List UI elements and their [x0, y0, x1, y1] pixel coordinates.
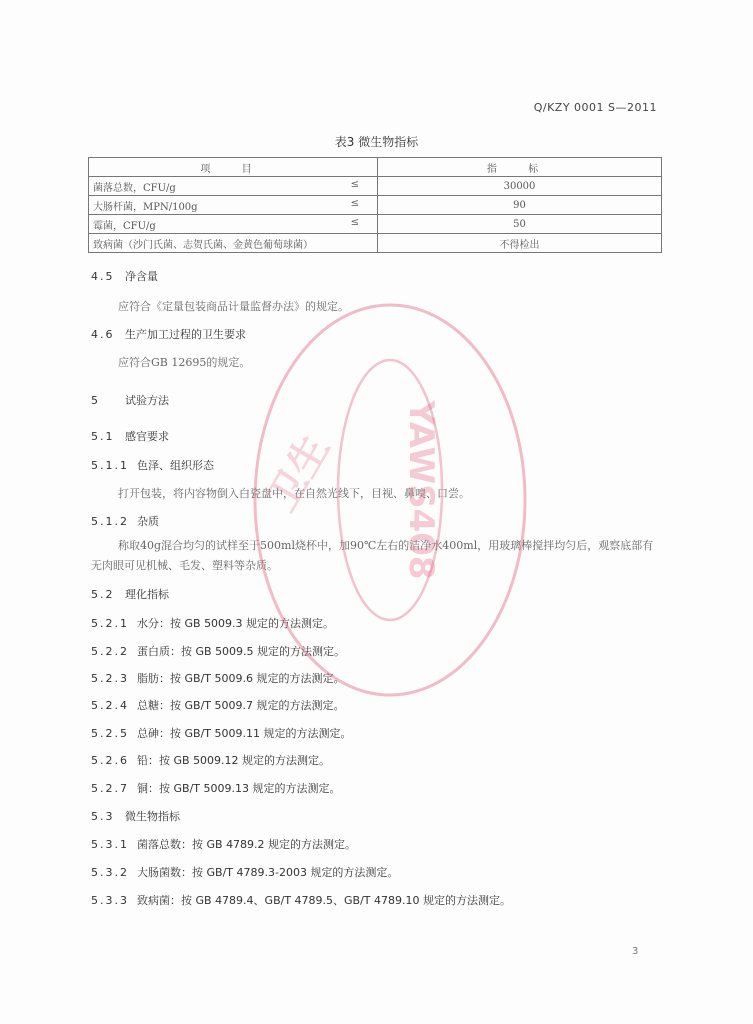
method-text: 致病菌：按 GB 4789.4、GB/T 4789.5、GB/T 4789.10 规定的方法测定。 [137, 894, 512, 907]
section-number: 5.2.5 [91, 727, 129, 740]
method-text: 菌落总数：按 GB 4789.2 规定的方法测定。 [137, 838, 357, 851]
section-heading [91, 586, 169, 602]
method-text: 铅：按 GB 5009.12 规定的方法测定。 [137, 754, 331, 767]
method-line [91, 615, 334, 631]
table-header-row [89, 158, 662, 177]
section-number: 5.2.4 [91, 699, 129, 712]
item-label: 菌落总数，CFU/g [93, 182, 176, 194]
method-text: 蛋白质：按 GB 5009.5 规定的方法测定。 [137, 645, 346, 658]
operator: ≤ [350, 179, 359, 190]
method-line [91, 864, 398, 880]
method-text: 大肠菌数：按 GB/T 4789.3-2003 规定的方法测定。 [137, 866, 399, 879]
section-number: 5.1.1 [91, 459, 129, 472]
section-title: 理化指标 [125, 588, 169, 601]
table-row [89, 196, 662, 215]
document-code: Q/KZY 0001 S—2011 [533, 101, 657, 114]
table-cell-value: 50 [378, 215, 662, 234]
method-text: 脂肪：按 GB/T 5009.6 规定的方法测定。 [137, 672, 345, 685]
section-title: 净含量 [125, 270, 158, 283]
table-row [89, 177, 662, 196]
section-body: 应符合GB 12695的规定。 [118, 356, 251, 369]
section-heading [91, 808, 180, 824]
method-line [91, 643, 345, 659]
method-text: 总砷：按 GB/T 5009.11 规定的方法测定。 [137, 727, 352, 740]
section-number: 4.5 [91, 270, 115, 283]
table-row [89, 215, 662, 234]
section-title: 杂质 [137, 515, 159, 528]
section-number: 5.2.6 [91, 754, 129, 767]
section-number: 5.2.7 [91, 782, 129, 795]
section-heading [91, 513, 159, 529]
section-number: 5.3.2 [91, 866, 129, 879]
section-number: 5.3.1 [91, 838, 129, 851]
microbiology-table [88, 157, 662, 253]
section-body: 应符合《定量包装商品计量监督办法》的规定。 [118, 300, 349, 313]
operator: ≤ [350, 198, 359, 209]
method-text: 铜：按 GB/T 5009.13 规定的方法测定。 [137, 782, 341, 795]
svg-text:卫生: 卫生 [258, 427, 339, 520]
section-heading [91, 268, 158, 284]
table-cell-item [89, 177, 378, 196]
operator: ≤ [350, 217, 359, 228]
method-line [91, 836, 356, 852]
section-paragraph: 称取40g混合均匀的试样至于500ml烧杯中，加90℃左右的洁净水400ml，用玻璃棒搅拌均匀后，观察底部有无肉眼可见机械、毛发、塑料等杂质。 [91, 539, 654, 572]
table-row [89, 234, 662, 253]
table-cell-value: 30000 [378, 177, 662, 196]
section-number: 5.1.2 [91, 515, 129, 528]
section-number: 5 [91, 394, 100, 407]
section-number: 5.2.2 [91, 645, 129, 658]
section-number: 5.3.3 [91, 894, 129, 907]
section-number: 5.2.1 [91, 617, 129, 630]
section-title: 试验方法 [125, 394, 169, 407]
method-line [91, 725, 351, 741]
section-title: 生产加工过程的卫生要求 [125, 328, 246, 341]
table-cell-item [89, 196, 378, 215]
item-label: 大肠杆菌，MPN/100g [93, 201, 198, 213]
page-number: 3 [632, 946, 639, 957]
column-header-item: 项 目 [89, 158, 378, 177]
table-cell-value: 不得检出 [378, 234, 662, 253]
section-number: 5.1 [91, 430, 115, 443]
section-title: 色泽、组织形态 [137, 459, 214, 472]
section-title: 感官要求 [125, 430, 169, 443]
method-line [91, 697, 344, 713]
table-cell-value: 90 [378, 196, 662, 215]
table-cell-item [89, 234, 378, 253]
section-heading [91, 326, 246, 342]
section-number: 5.2 [91, 588, 115, 601]
item-label: 致病菌（沙门氏菌、志贺氏菌、金黄色葡萄球菌） [93, 239, 313, 251]
method-text: 总糖：按 GB/T 5009.7 规定的方法测定。 [137, 699, 345, 712]
column-header-value: 指 标 [378, 158, 662, 177]
section-number: 5.2.3 [91, 672, 129, 685]
section-number: 4.6 [91, 328, 115, 341]
section-heading [91, 428, 169, 444]
method-text: 水分：按 GB 5009.3 规定的方法测定。 [137, 617, 335, 630]
table-caption: 表3 微生物指标 [334, 135, 419, 149]
section-number: 5.3 [91, 810, 115, 823]
section-title: 微生物指标 [125, 810, 180, 823]
table-cell-item [89, 215, 378, 234]
section-heading [91, 457, 214, 473]
section-body: 打开包装，将内容物倒入白瓷盘中，在自然光线下，目视、鼻嗅、口尝。 [118, 487, 470, 500]
method-line [91, 892, 511, 908]
svg-text:YAWS408: YAWS408 [401, 400, 441, 580]
item-label: 霉菌，CFU/g [93, 220, 156, 232]
section-heading [91, 392, 169, 408]
method-line [91, 752, 330, 768]
method-line [91, 780, 340, 796]
method-line [91, 670, 344, 686]
